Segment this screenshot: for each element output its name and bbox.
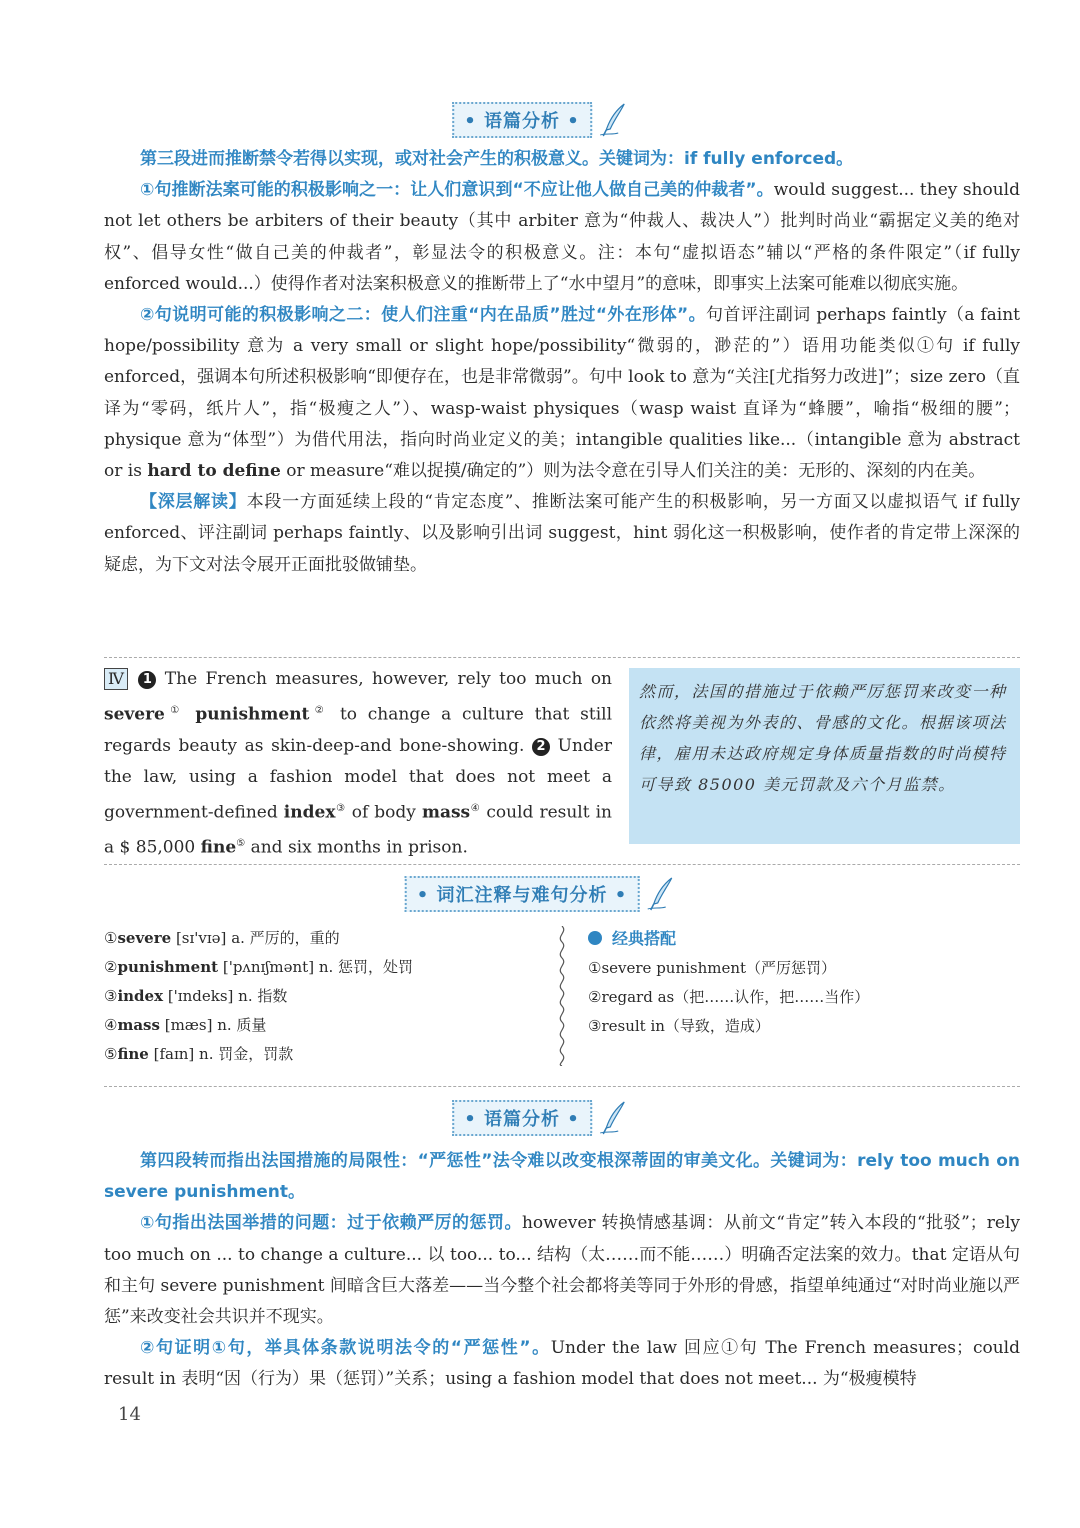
footnote-mark: ④ <box>470 802 481 814</box>
vocab-word: mass <box>421 802 471 823</box>
quill-pen-icon <box>598 1100 628 1136</box>
sentence-text: could result in a $ 85,000 <box>104 802 613 858</box>
collocation-item: ①severe punishment（严厉惩罚） <box>588 959 837 977</box>
vocab-phonetic: [faɪn] <box>153 1045 195 1063</box>
vocab-phonetic: [sɪ'vɪə] <box>175 929 227 947</box>
footnote-mark: ② <box>309 705 330 716</box>
vocab-number: ① <box>104 929 118 947</box>
collocation-item: ②regard as（把……认作，把……当作） <box>588 988 870 1006</box>
vocab-definition: n. 罚金，罚款 <box>199 1045 294 1063</box>
sentence-text: and six months in prison. <box>250 837 468 858</box>
vocab-definition: a. 严厉的，重的 <box>231 929 340 947</box>
analysis-text: Under the law 回应①句 The French measures；could result in 表明“因（行为）果（惩罚）”关系；using a fashion model that does not meet... 为“极瘦模特 <box>104 1338 1021 1390</box>
analysis-paragraph-3 <box>104 300 1020 487</box>
sentence-number: 2 <box>532 738 550 756</box>
vocab-phonetic: ['pʌnɪʃmənt] <box>222 958 315 976</box>
analysis-paragraph-2 <box>104 175 1020 300</box>
sentence-text: of body <box>351 802 416 823</box>
key-point: ①句推断法案可能的积极影响之一：让人们意识到“不应让他人做自己美的仲裁者”。 <box>140 180 774 201</box>
key-point: ①句指出法国举措的问题：过于依赖严厉的惩罚。 <box>140 1213 522 1234</box>
vocab-item <box>104 1040 524 1069</box>
vocab-word: punishment <box>195 704 310 725</box>
vocab-word: mass <box>117 1016 160 1034</box>
collocation-item: ③result in（导致，造成） <box>588 1017 770 1035</box>
key-point: ②句证明①句，举具体条款说明法令的“严惩性”。 <box>140 1338 551 1359</box>
sentence-text: Under the law, using a fashion model that does not meet a government-defined <box>104 735 612 823</box>
vocab-item <box>104 953 524 982</box>
page-number: 14 <box>118 1404 141 1425</box>
analysis-paragraph-1 <box>104 1146 1020 1208</box>
key-point: 第三段进而推断禁令若得以实现，或对社会产生的积极意义。关键词为：if fully enforced。 <box>140 149 854 169</box>
wavy-divider <box>556 926 568 1066</box>
footnote-mark: ① <box>164 705 185 716</box>
sentence-text: The French measures, however, rely too much on <box>164 669 613 689</box>
footnote-mark: ③ <box>335 802 346 814</box>
section3-analysis <box>104 1146 1020 1396</box>
analysis-paragraph-4 <box>104 487 1020 581</box>
vocab-item <box>104 1011 524 1040</box>
translation-box: 然而，法国的措施过于依赖严厉惩罚来改变一种依然将美视为外表的、骨感的文化。根据该项法律，雇用未达政府规定身体质量指数的时尚模特可导致 85000 美元罚款及六个月监禁。 <box>629 668 1020 844</box>
divider <box>104 864 1020 865</box>
collocation-list <box>588 924 1018 1041</box>
analysis-text: 本段一方面延续上段的“肯定态度”、推断法案可能产生的积极影响，另一方面又以虚拟语气 if fully enforced、评注副词 perhaps faintly、以及影响引出词 suggest，hint 弱化这一积极影响，使作者的肯定带上深深的疑虑，为下文对法令展开正面批驳做铺垫。 <box>104 492 1020 575</box>
vocab-word: severe <box>104 704 165 725</box>
passage-paragraph-4 <box>104 664 612 864</box>
vocabulary-list <box>104 924 524 1069</box>
banner-label: • 语篇分析 • <box>452 102 592 138</box>
analysis-paragraph-1 <box>104 144 1020 175</box>
banner-label: • 语篇分析 • <box>452 1100 592 1136</box>
analysis-text: however 转换情感基调：从前文“肯定”转入本段的“批驳”；rely too much on ... to change a culture... 以 too... to... 结构（太……而不能……）明确否定法案的效力。that 定语从句和主句 severe punishment 间暗含巨大落差——当今整个社会都将美等同于外形的骨感，指望单纯通过“对时尚业施以严惩”来改变社会共识并不现实。 <box>104 1213 1020 1328</box>
analysis-paragraph-2 <box>104 1208 1020 1333</box>
vocab-item <box>104 982 524 1011</box>
analysis-paragraph-3 <box>104 1333 1020 1395</box>
analysis-text: 句首评注副词 perhaps faintly（a faint hope/possibility 意为 a very small or slight hope/possibility“微弱的，渺茫的”）语用功能类似①句 if fully enforced，强调本句所述积极影响“即便存在，也是非常微弱”。句中 look to 意为“关注[尤指努力改进]”；size zero（直译为“零码，纸片人”，指“极瘦之人”）、wasp-waist physiques（wasp waist 直译为“蜂腰”，喻指“极细的腰”；physique 意为“体型”）为借代用法，指向时尚业定义的美；intangible qualities like...（intangible 意为 abstract or is <box>104 305 1020 482</box>
section-banner-vocabulary <box>405 876 676 912</box>
vocab-word: fine <box>200 837 237 858</box>
sentence-text: to change a culture that still regards beauty as skin-deep-and bone-showing. <box>104 704 613 756</box>
bullet-icon <box>588 931 602 945</box>
vocab-phonetic: ['ɪndeks] <box>167 987 234 1005</box>
collocation-title: 经典搭配 <box>612 929 677 948</box>
deep-reading-label: 【深层解读】 <box>140 492 247 513</box>
vocab-definition: n. 惩罚，处罚 <box>318 958 414 976</box>
section-banner-discourse-analysis-2 <box>452 1100 628 1136</box>
vocab-number: ⑤ <box>104 1045 118 1063</box>
analysis-text: would suggest... they should not let others be arbiters of their beauty（其中 arbiter 意为“仲裁人、裁决人”）批判时尚业“霸据定义美的绝对权”、倡导女性“做自己美的仲裁者”，彰显法令的积极意义。注：本句“虚拟语态”辅以“严格的条件限定”（if fully enforced would...）使得作者对法案积极意义的推断带上了“水中望月”的意味，即事实上法案可能难以彻底实施。 <box>104 180 1020 294</box>
highlight-text: hard to define <box>147 461 281 482</box>
vocab-definition: n. 质量 <box>217 1016 267 1034</box>
collocation-header <box>588 924 1018 954</box>
analysis-text: or measure“难以捉摸/确定的”）则为法令意在引导人们关注的美：无形的、深刻的内在美。 <box>286 461 986 482</box>
vocab-number: ④ <box>104 1016 118 1034</box>
divider <box>104 1086 1020 1087</box>
vocab-word: index <box>283 802 336 823</box>
quill-pen-icon <box>598 102 628 138</box>
banner-label: • 词汇注释与难句分析 • <box>405 876 640 912</box>
vocab-number: ③ <box>104 987 118 1005</box>
vocab-number: ② <box>104 958 118 976</box>
vocab-word: punishment <box>117 958 219 976</box>
vocab-definition: n. 指数 <box>238 987 288 1005</box>
vocab-item <box>104 924 524 953</box>
vocab-word: index <box>117 987 164 1005</box>
paragraph-number: Ⅳ <box>104 668 128 690</box>
section-banner-discourse-analysis-1 <box>452 102 628 138</box>
vocab-word: fine <box>117 1045 149 1063</box>
vocab-word: severe <box>117 929 172 947</box>
divider <box>104 657 1020 658</box>
section1-analysis <box>104 144 1020 581</box>
sentence-number: 1 <box>138 671 156 689</box>
key-point: 第四段转而指出法国措施的局限性：“严惩性”法令难以改变根深蒂固的审美文化。关键词为：rely too much on severe punishment。 <box>104 1151 1020 1203</box>
quill-pen-icon <box>645 876 675 912</box>
key-point: ②句说明可能的积极影响之二：使人们注重“内在品质”胜过“外在形体”。 <box>140 305 707 326</box>
vocab-phonetic: [mæs] <box>164 1016 213 1034</box>
footnote-mark: ⑤ <box>236 838 246 850</box>
